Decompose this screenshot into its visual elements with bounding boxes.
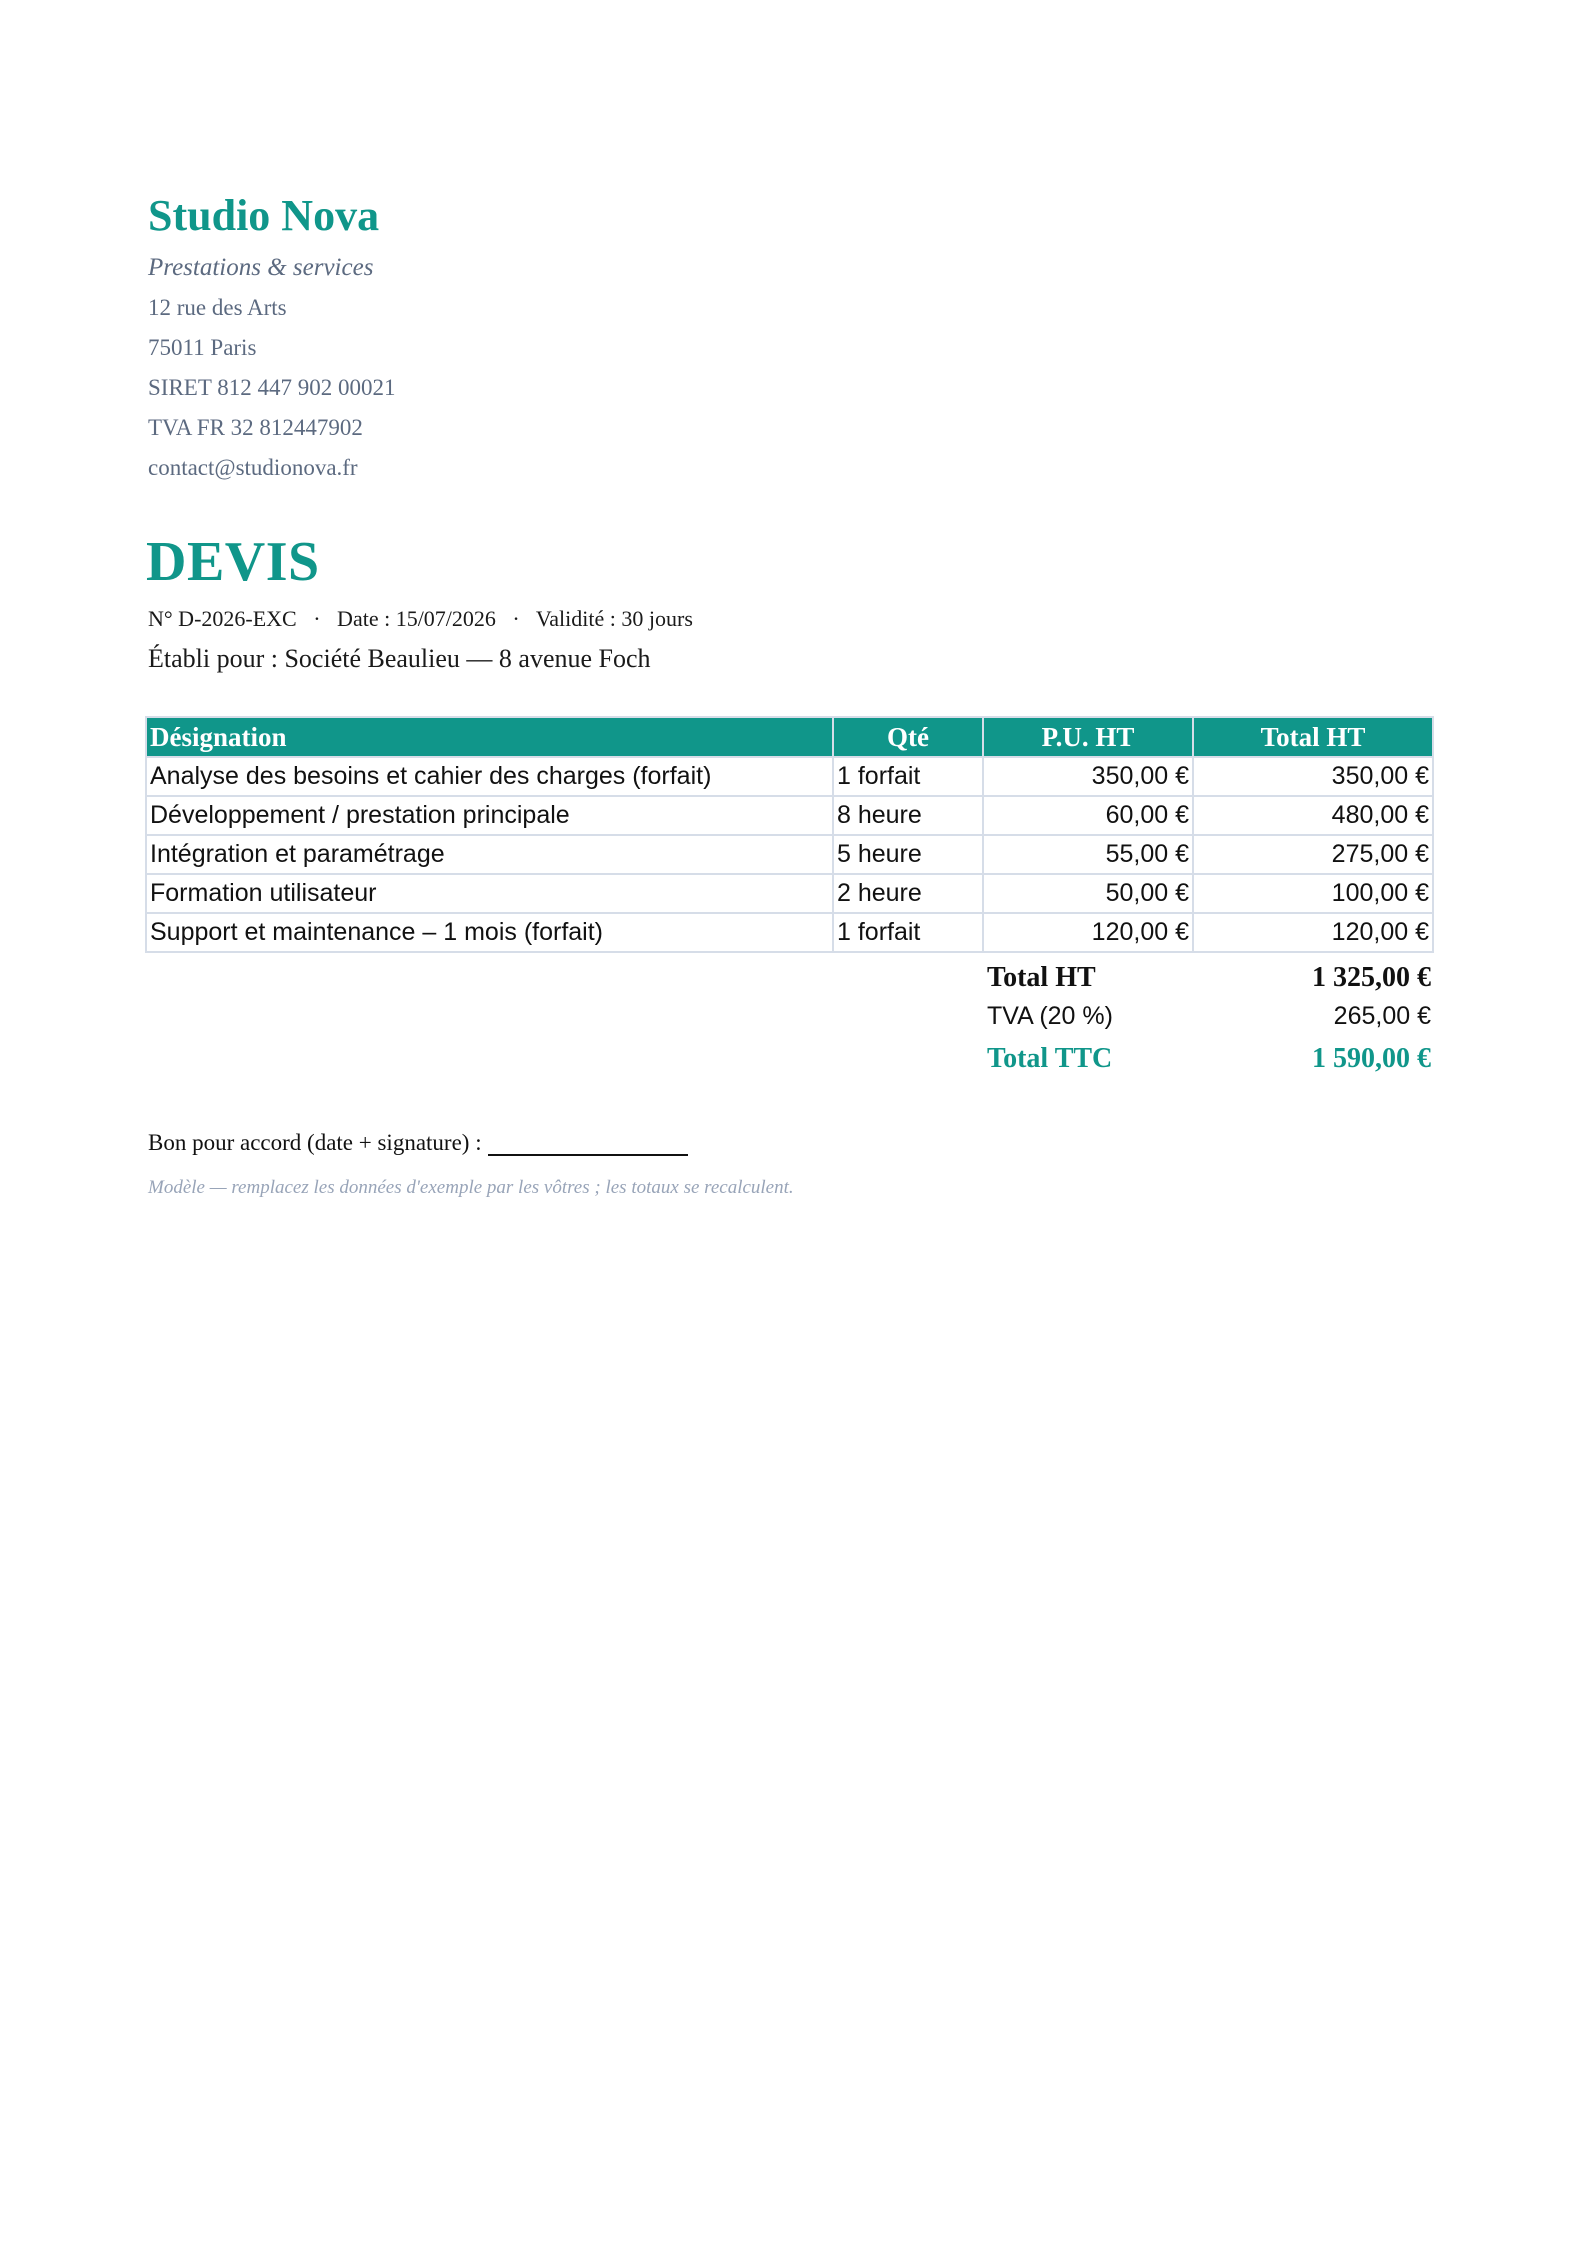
cell-quantity: 5 heure <box>833 835 983 874</box>
company-address-city: 75011 Paris <box>148 335 257 360</box>
table-row <box>146 835 1433 874</box>
tva-value: 265,00 € <box>1333 1002 1431 1030</box>
cell-designation: Formation utilisateur <box>146 874 833 913</box>
cell-unit-price: 50,00 € <box>983 874 1193 913</box>
cell-unit-price: 350,00 € <box>983 757 1193 796</box>
cell-unit-price: 60,00 € <box>983 796 1193 835</box>
tva-label: TVA (20 %) <box>987 1002 1113 1030</box>
company-address-street: 12 rue des Arts <box>148 295 287 320</box>
cell-total: 480,00 € <box>1193 796 1433 835</box>
cell-designation: Développement / prestation principale <box>146 796 833 835</box>
cell-quantity: 8 heure <box>833 796 983 835</box>
cell-quantity: 2 heure <box>833 874 983 913</box>
table-row <box>146 757 1433 796</box>
header-total: Total HT <box>1193 717 1433 757</box>
header-quantity: Qté <box>833 717 983 757</box>
company-email: contact@studionova.fr <box>148 455 358 480</box>
cell-unit-price: 120,00 € <box>983 913 1193 952</box>
cell-designation: Intégration et paramétrage <box>146 835 833 874</box>
client-line: Établi pour : Société Beaulieu — 8 avenue Foch <box>148 644 651 673</box>
cell-quantity: 1 forfait <box>833 913 983 952</box>
company-tagline: Prestations & services <box>148 254 374 281</box>
table-row <box>146 874 1433 913</box>
template-note: Modèle — remplacez les données d'exemple par les vôtres ; les totaux se recalculent. <box>148 1177 794 1198</box>
approval-label: Bon pour accord (date + signature) : <box>148 1130 482 1155</box>
table-header-row <box>146 717 1433 757</box>
cell-total: 100,00 € <box>1193 874 1433 913</box>
table-row <box>146 913 1433 952</box>
cell-total: 350,00 € <box>1193 757 1433 796</box>
cell-designation: Support et maintenance – 1 mois (forfait) <box>146 913 833 952</box>
company-siret: SIRET 812 447 902 00021 <box>148 375 396 400</box>
document-meta: N° D-2026-EXC · Date : 15/07/2026 · Validité : 30 jours <box>148 606 693 631</box>
cell-quantity: 1 forfait <box>833 757 983 796</box>
total-ht-label: Total HT <box>987 962 1096 993</box>
total-ttc-value: 1 590,00 € <box>1312 1043 1431 1074</box>
total-ht-value: 1 325,00 € <box>1312 962 1431 993</box>
approval-line <box>148 1130 688 1156</box>
table-row <box>146 796 1433 835</box>
company-name: Studio Nova <box>148 191 380 240</box>
cell-designation: Analyse des besoins et cahier des charges (forfait) <box>146 757 833 796</box>
cell-total: 120,00 € <box>1193 913 1433 952</box>
total-ttc-label: Total TTC <box>987 1043 1113 1074</box>
header-unit-price: P.U. HT <box>983 717 1193 757</box>
cell-total: 275,00 € <box>1193 835 1433 874</box>
company-tva-number: TVA FR 32 812447902 <box>148 415 363 440</box>
header-designation: Désignation <box>146 717 833 757</box>
document-title: DEVIS <box>146 531 320 593</box>
cell-unit-price: 55,00 € <box>983 835 1193 874</box>
items-table <box>145 716 1434 953</box>
signature-line <box>488 1130 688 1156</box>
